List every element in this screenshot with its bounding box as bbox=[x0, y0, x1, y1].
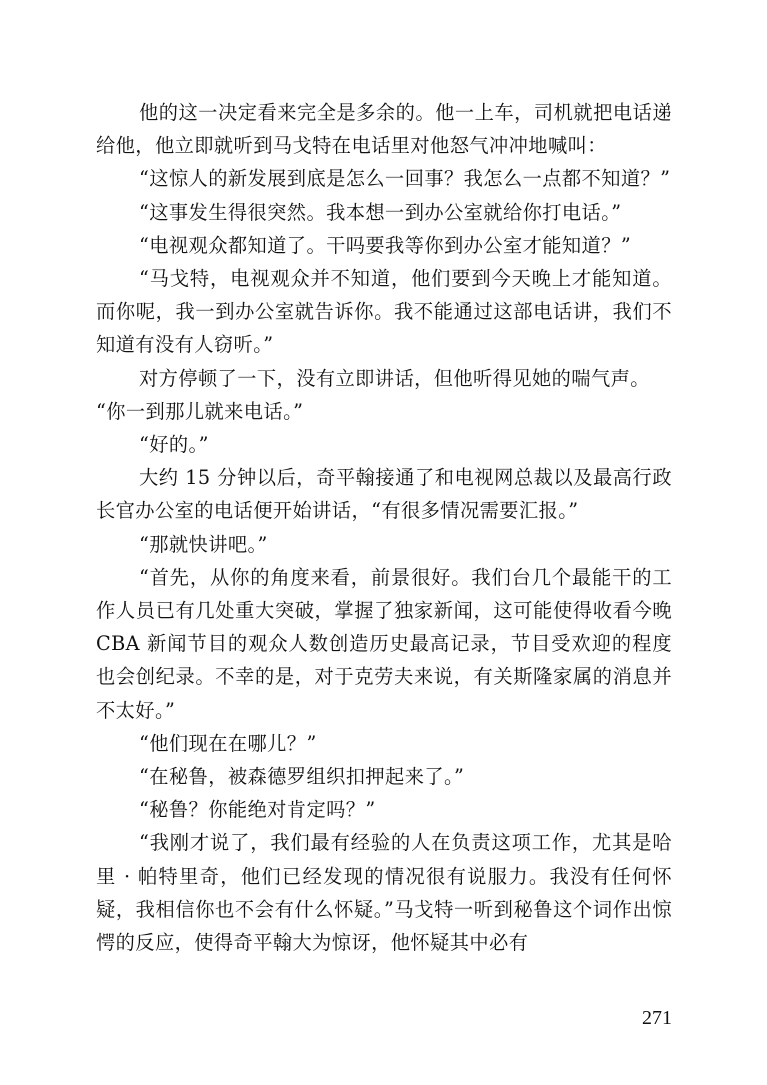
paragraph-5: “马戈特，电视观众并不知道，他们要到今天晚上才能知道。而你呢，我一到办公室就告诉你。我不能通过这部电话讲，我们不知道有没有人窃听。” bbox=[96, 267, 672, 357]
paragraph-13: “在秘鲁，被森德罗组织扣押起来了。” bbox=[139, 765, 465, 789]
paragraph-2: “这惊人的新发展到底是怎么一回事？我怎么一点都不知道？” bbox=[139, 167, 671, 191]
paragraph-9: 大约 15 分钟以后，奇平翰接通了和电视网总裁以及最高行政长官办公室的电话便开始讲话，“有很多情况需要汇报。” bbox=[96, 466, 672, 523]
paragraph-10: “那就快讲吧。” bbox=[139, 532, 268, 556]
body-text bbox=[96, 96, 672, 959]
paragraph-12: “他们现在在哪儿？” bbox=[139, 731, 317, 755]
paragraph-6: 对方停顿了一下，没有立即讲话，但他听得见她的喘气声。 bbox=[139, 366, 650, 390]
paragraph-1: 他的这一决定看来完全是多余的。他一上车，司机就把电话递给他，他立即就听到马戈特在电话里对他怒气冲冲地喊叫： bbox=[96, 101, 672, 158]
paragraph-8: “好的。” bbox=[139, 433, 209, 457]
paragraph-11: “首先，从你的角度来看，前景很好。我们台几个最能干的工作人员已有几处重大突破，掌握了独家新闻，这可能使得收看今晚 CBA 新闻节目的观众人数创造历史最高记录，节目受欢迎的程度也会创纪录。不幸的是，对于克劳夫来说，有关斯隆家属的消息并不太好。” bbox=[96, 565, 672, 722]
paragraph-7: “你一到那儿就来电话。” bbox=[96, 399, 304, 423]
paragraph-15: “我刚才说了，我们最有经验的人在负责这项工作，尤其是哈里 · 帕特里奇，他们已经发现的情况很有说服力。我没有任何怀疑，我相信你也不会有什么怀疑。”马戈特一听到秘鲁这个词作出惊愕的反应，使得奇平翰大为惊讶，他怀疑其中必有 bbox=[96, 831, 672, 955]
paragraph-14: “秘鲁？你能绝对肯定吗？” bbox=[139, 798, 376, 822]
page-number: 271 bbox=[642, 1007, 672, 1029]
paragraph-4: “电视观众都知道了。干吗要我等你到办公室才能知道？” bbox=[139, 233, 632, 257]
paragraph-3: “这事发生得很突然。我本想一到办公室就给你打电话。” bbox=[139, 200, 622, 224]
